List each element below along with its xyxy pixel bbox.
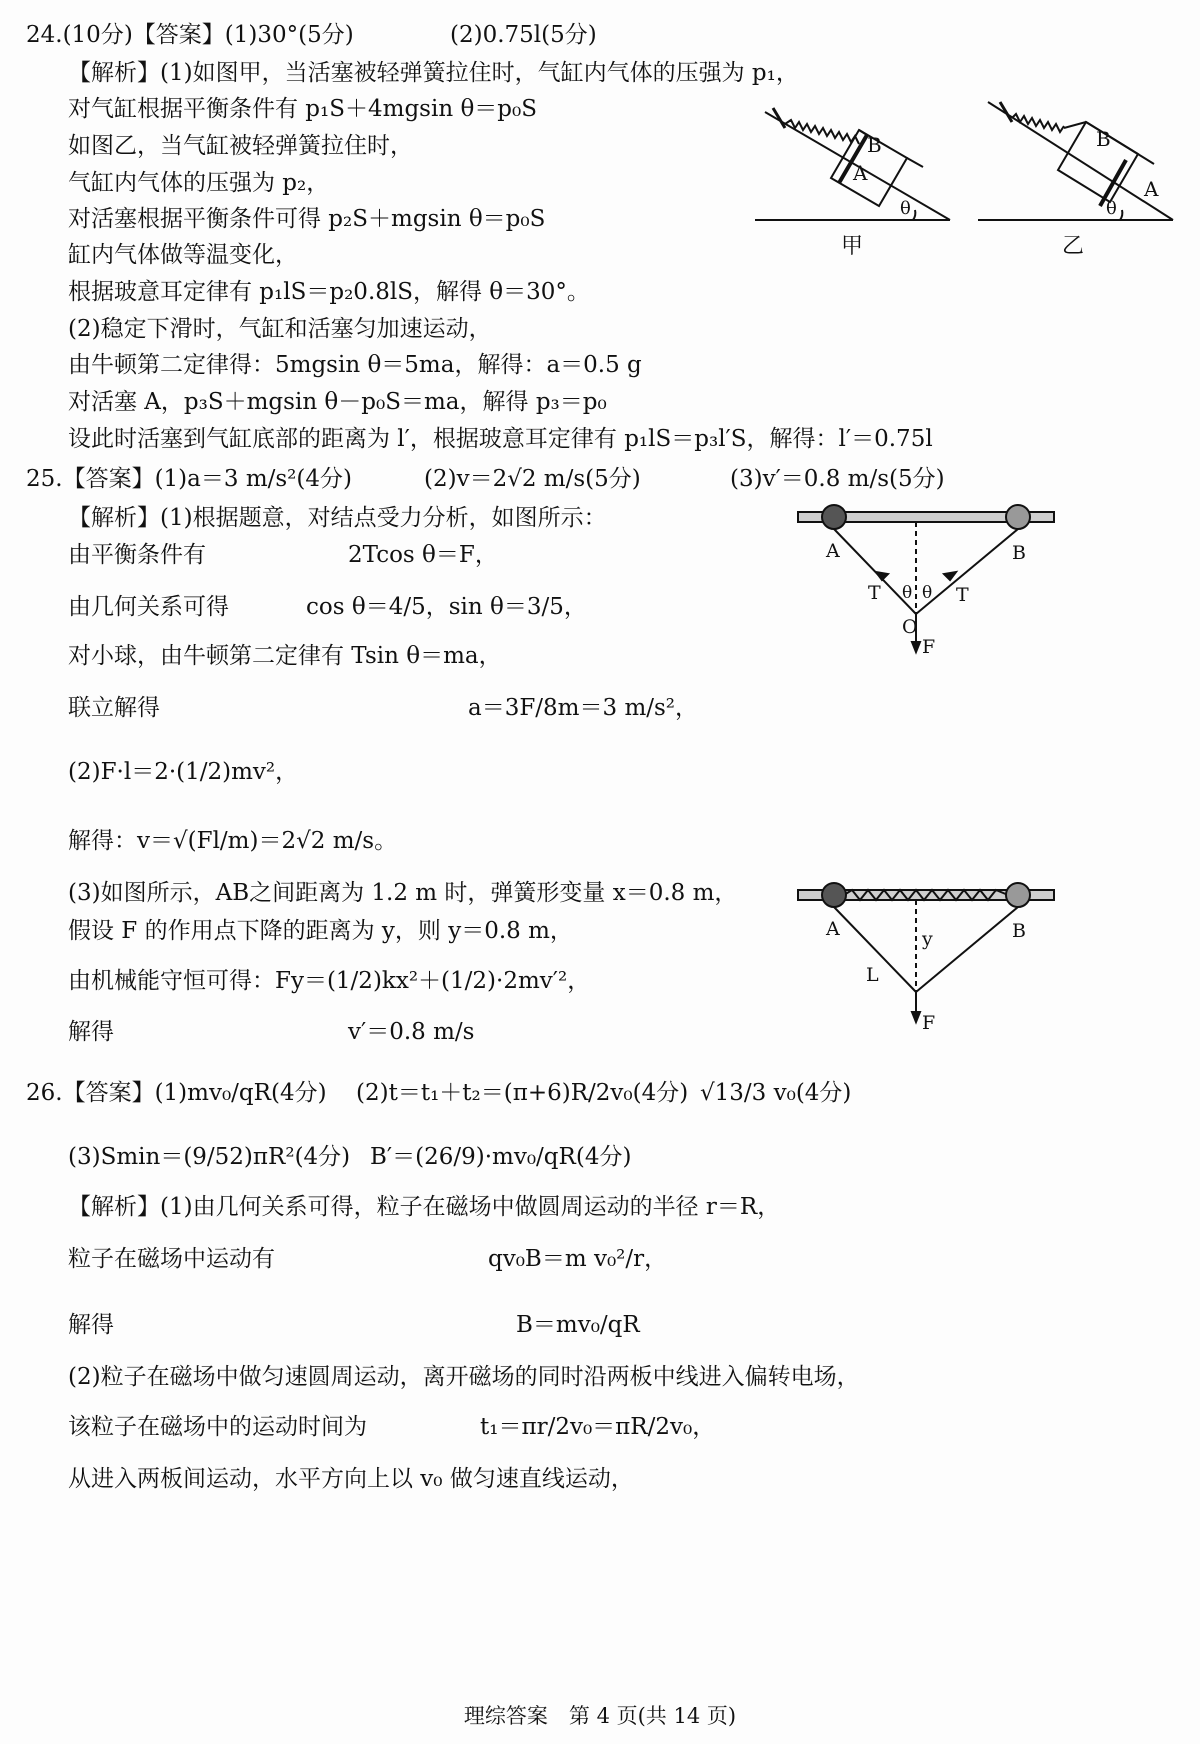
q26-answer-3: (3)Smin＝(9/52)πR²(4分) [68, 1144, 351, 1170]
page-footer: 理综答案 第 4 页(共 14 页) [463, 1704, 737, 1728]
q26-answer-1: 26.【答案】(1)mv₀/qR(4分) [26, 1080, 327, 1106]
q25-line-7: 解得：v＝√(Fl/m)＝2√2 m/s。 [68, 828, 398, 854]
q25-fig2-l: L [866, 964, 879, 986]
q24-line-10: 对活塞 A，p₃S＋mgsin θ－p₀S＝ma，解得 p₃＝p₀ [68, 389, 607, 415]
q25-line-11a: 解得 [68, 1019, 114, 1045]
q24-line-9: 由牛顿第二定律得：5mgsin θ＝5ma，解得：a＝0.5 g [68, 352, 642, 378]
q25-fig1-t-left: T [868, 582, 881, 604]
q26-answer-2b: √13/3 v₀(4分) [700, 1080, 852, 1106]
q24-line-2: 对气缸根据平衡条件有 p₁S＋4mgsin θ＝p₀S [68, 96, 538, 122]
q25-line-6: (2)F·l＝2·(1/2)mv²， [68, 759, 299, 785]
q26-answer-2: (2)t＝t₁＋t₂＝(π+6)R/2v₀(4分) [356, 1080, 689, 1106]
q25-fig1-o: O [902, 616, 918, 638]
q25-fig1-f: F [922, 636, 936, 658]
q26-line-3b: B＝mv₀/qR [516, 1312, 640, 1338]
q26-line-2a: 粒子在磁场中运动有 [68, 1246, 275, 1272]
q24-answer-part2: (2)0.75l(5分) [450, 22, 597, 48]
q25-line-3b: cos θ＝4/5，sin θ＝3/5， [306, 594, 587, 620]
q25-line-9: 假设 F 的作用点下降的距离为 y，则 y＝0.8 m， [68, 918, 573, 944]
q25-fig1-t-right: T [956, 584, 969, 606]
q25-line-2b: 2Tcos θ＝F， [348, 542, 498, 568]
fig-jia-label-b: B [867, 133, 882, 157]
q25-line-4: 对小球，由牛顿第二定律有 Tsin θ＝ma， [68, 643, 502, 669]
q25-answer-1: 25.【答案】(1)a＝3 m/s²(4分) [26, 466, 352, 492]
q25-fig1-a: A [826, 540, 840, 562]
q24-line-7: 根据玻意耳定律有 p₁lS＝p₂0.8lS，解得 θ＝30°。 [68, 279, 590, 305]
figure-jia [755, 92, 960, 272]
q24-line-1: 【解析】(1)如图甲，当活塞被轻弹簧拉住时，气缸内气体的压强为 p₁， [68, 60, 799, 86]
q24-line-6: 缸内气体做等温变化， [68, 242, 298, 268]
q26-line-2b: qv₀B＝m v₀²/r， [488, 1246, 668, 1272]
q26-line-1: 【解析】(1)由几何关系可得，粒子在磁场中做圆周运动的半径 r＝R， [68, 1194, 781, 1220]
q25-fig1-theta-right: θ [922, 583, 933, 603]
fig-yi-caption: 乙 [1062, 234, 1085, 259]
q26-line-6: 从进入两板间运动，水平方向上以 v₀ 做匀速直线运动， [68, 1466, 634, 1492]
q25-answer-3: (3)v′＝0.8 m/s(5分) [730, 466, 945, 492]
fig-yi-theta: θ [1106, 198, 1117, 219]
q25-answer-2: (2)v＝2√2 m/s(5分) [424, 466, 641, 492]
figure-yi [978, 92, 1183, 272]
q24-line-11: 设此时活塞到气缸底部的距离为 l′，根据玻意耳定律有 p₁lS＝p₃l′S，解得：l′＝0.75l [68, 426, 933, 452]
q25-fig2-b: B [1012, 920, 1026, 942]
figure-q25-force [796, 502, 1061, 662]
fig-jia-theta: θ [900, 198, 911, 219]
q25-line-10: 由机械能守恒可得：Fy＝(1/2)kx²＋(1/2)·2mv′²， [68, 968, 591, 994]
fig-jia-label-a: A [853, 161, 868, 185]
q25-line-3a: 由几何关系可得 [68, 594, 229, 620]
q25-line-2a: 由平衡条件有 [68, 542, 206, 568]
q24-line-4: 气缸内气体的压强为 p₂， [68, 170, 330, 196]
q25-line-11b: v′＝0.8 m/s [348, 1019, 475, 1045]
q26-line-3a: 解得 [68, 1312, 114, 1338]
q24-line-8: (2)稳定下滑时，气缸和活塞匀加速运动， [68, 316, 492, 342]
q26-line-4: (2)粒子在磁场中做匀速圆周运动，离开磁场的同时沿两板中线进入偏转电场， [68, 1364, 860, 1390]
q26-answer-3b: B′＝(26/9)·mv₀/qR(4分) [370, 1144, 632, 1170]
figure-q25-spring [796, 880, 1061, 1040]
q24-line-5: 对活塞根据平衡条件可得 p₂S＋mgsin θ＝p₀S [68, 206, 546, 232]
q25-fig1-b: B [1012, 542, 1026, 564]
q25-fig2-y: y [922, 928, 933, 950]
q25-line-1: 【解析】(1)根据题意，对结点受力分析，如图所示： [68, 505, 607, 531]
q24-answer-header: 24.(10分)【答案】(1)30°(5分) [26, 22, 354, 48]
q25-line-8: (3)如图所示，AB之间距离为 1.2 m 时，弹簧形变量 x＝0.8 m， [68, 880, 738, 906]
q26-line-5a: 该粒子在磁场中的运动时间为 [68, 1414, 367, 1440]
q25-line-5b: a＝3F/8m＝3 m/s²， [468, 695, 699, 721]
fig-yi-label-a: A [1144, 177, 1159, 201]
fig-yi-label-b: B [1096, 127, 1111, 151]
q26-line-5b: t₁＝πr/2v₀＝πR/2v₀， [480, 1414, 716, 1440]
q25-fig1-theta-left: θ [902, 583, 913, 603]
q24-line-3: 如图乙，当气缸被轻弹簧拉住时， [68, 133, 413, 159]
q25-fig2-f: F [922, 1012, 936, 1034]
fig-jia-caption: 甲 [841, 234, 864, 259]
q25-fig2-a: A [826, 918, 840, 940]
q25-line-5a: 联立解得 [68, 695, 160, 721]
